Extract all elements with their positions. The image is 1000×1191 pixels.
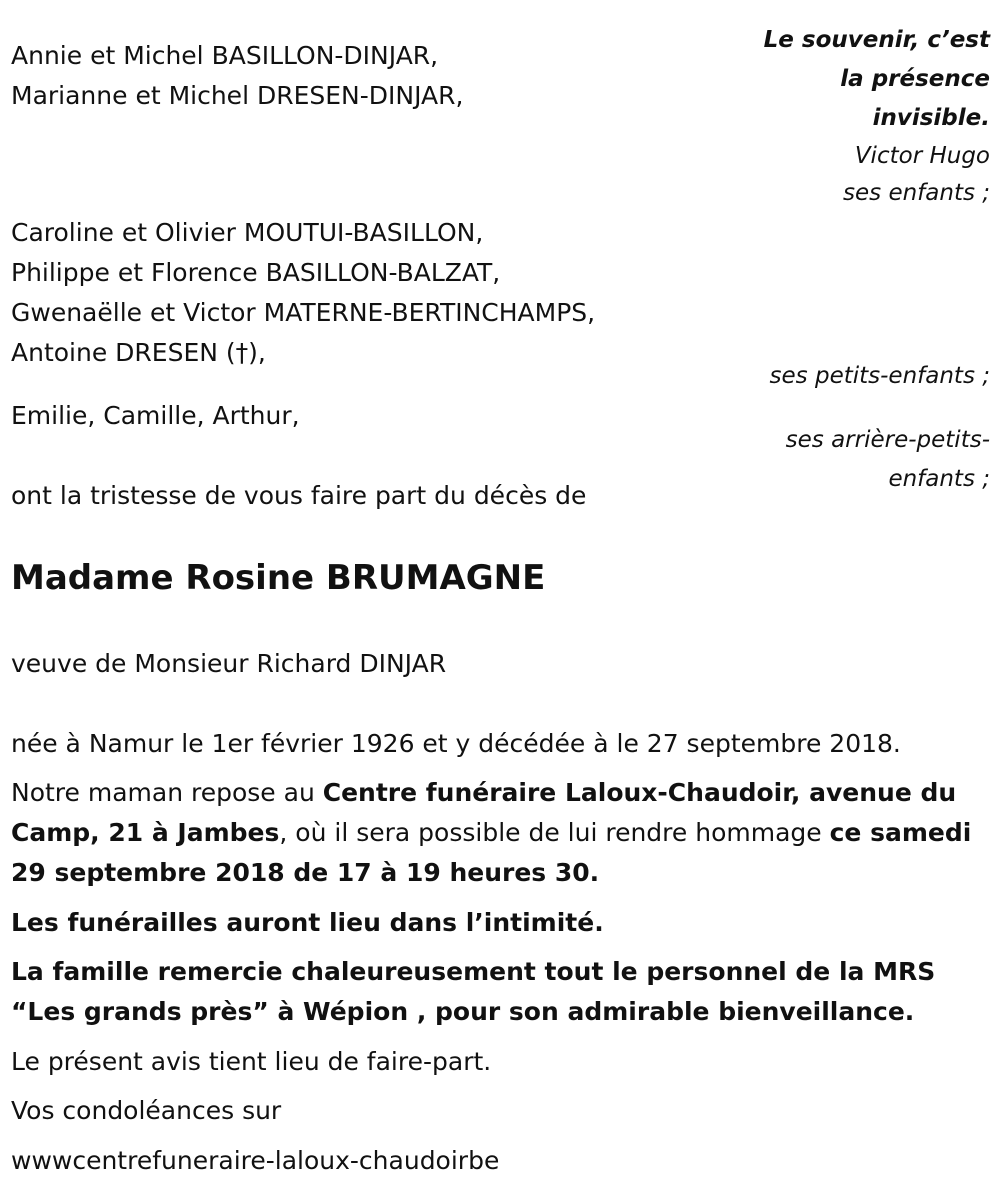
thanks-paragraph: La famille remercie chaleureusement tout le personnel de la MRS “Les grands près” à Wépion , pour son admirable bienveillance. xyxy=(11,957,936,1026)
grandchildren-role: ses petits-enfants ; xyxy=(769,363,990,389)
quote-line-1: Le souvenir, c’est xyxy=(763,27,990,53)
repose-location: Centre funéraire Laloux-Chaudoir, avenue du Camp, 21 à Jambes xyxy=(11,778,957,847)
condolences-label: Vos condoléances sur xyxy=(11,1096,282,1125)
condolences-url[interactable]: wwwcentrefuneraire-laloux-chaudoirbe xyxy=(11,1146,500,1175)
repose-datetime: ce samedi 29 septembre 2018 de 17 à 19 heures 30. xyxy=(11,818,972,887)
grandchild-line-2: Philippe et Florence BASILLON-BALZAT, xyxy=(11,258,501,287)
grandchild-line-4: Antoine DRESEN (†), xyxy=(11,338,266,367)
quote-author: Victor Hugo xyxy=(854,143,990,169)
children-line-1: Annie et Michel BASILLON-DINJAR, xyxy=(11,41,439,70)
great-grandchildren-role-1: ses arrière-petits- xyxy=(785,427,990,453)
birth-death: née à Namur le 1er février 1926 et y décédée à le 27 septembre 2018. xyxy=(11,729,901,758)
repose-text-1: Notre maman repose au xyxy=(11,778,323,807)
widow-of: veuve de Monsieur Richard DINJAR xyxy=(11,649,447,678)
sorrow-line: ont la tristesse de vous faire part du décès de xyxy=(11,481,587,510)
grandchild-line-1: Caroline et Olivier MOUTUI-BASILLON, xyxy=(11,218,484,247)
quote-line-3: invisible. xyxy=(872,105,990,131)
deceased-name: Madame Rosine BRUMAGNE xyxy=(11,558,546,598)
funeral-private: Les funérailles auront lieu dans l’intimité. xyxy=(11,908,604,937)
children-line-2: Marianne et Michel DRESEN-DINJAR, xyxy=(11,81,464,110)
great-grandchildren-role-2: enfants ; xyxy=(888,466,990,492)
repose-text-2: , où il sera possible de lui rendre hommage xyxy=(279,818,830,847)
repose-paragraph xyxy=(11,773,991,893)
quote-line-2: la présence xyxy=(840,66,990,92)
great-grandchildren: Emilie, Camille, Arthur, xyxy=(11,401,300,430)
children-role: ses enfants ; xyxy=(843,180,990,206)
notice: Le présent avis tient lieu de faire-part. xyxy=(11,1047,492,1076)
grandchild-line-3: Gwenaëlle et Victor MATERNE-BERTINCHAMPS, xyxy=(11,298,596,327)
